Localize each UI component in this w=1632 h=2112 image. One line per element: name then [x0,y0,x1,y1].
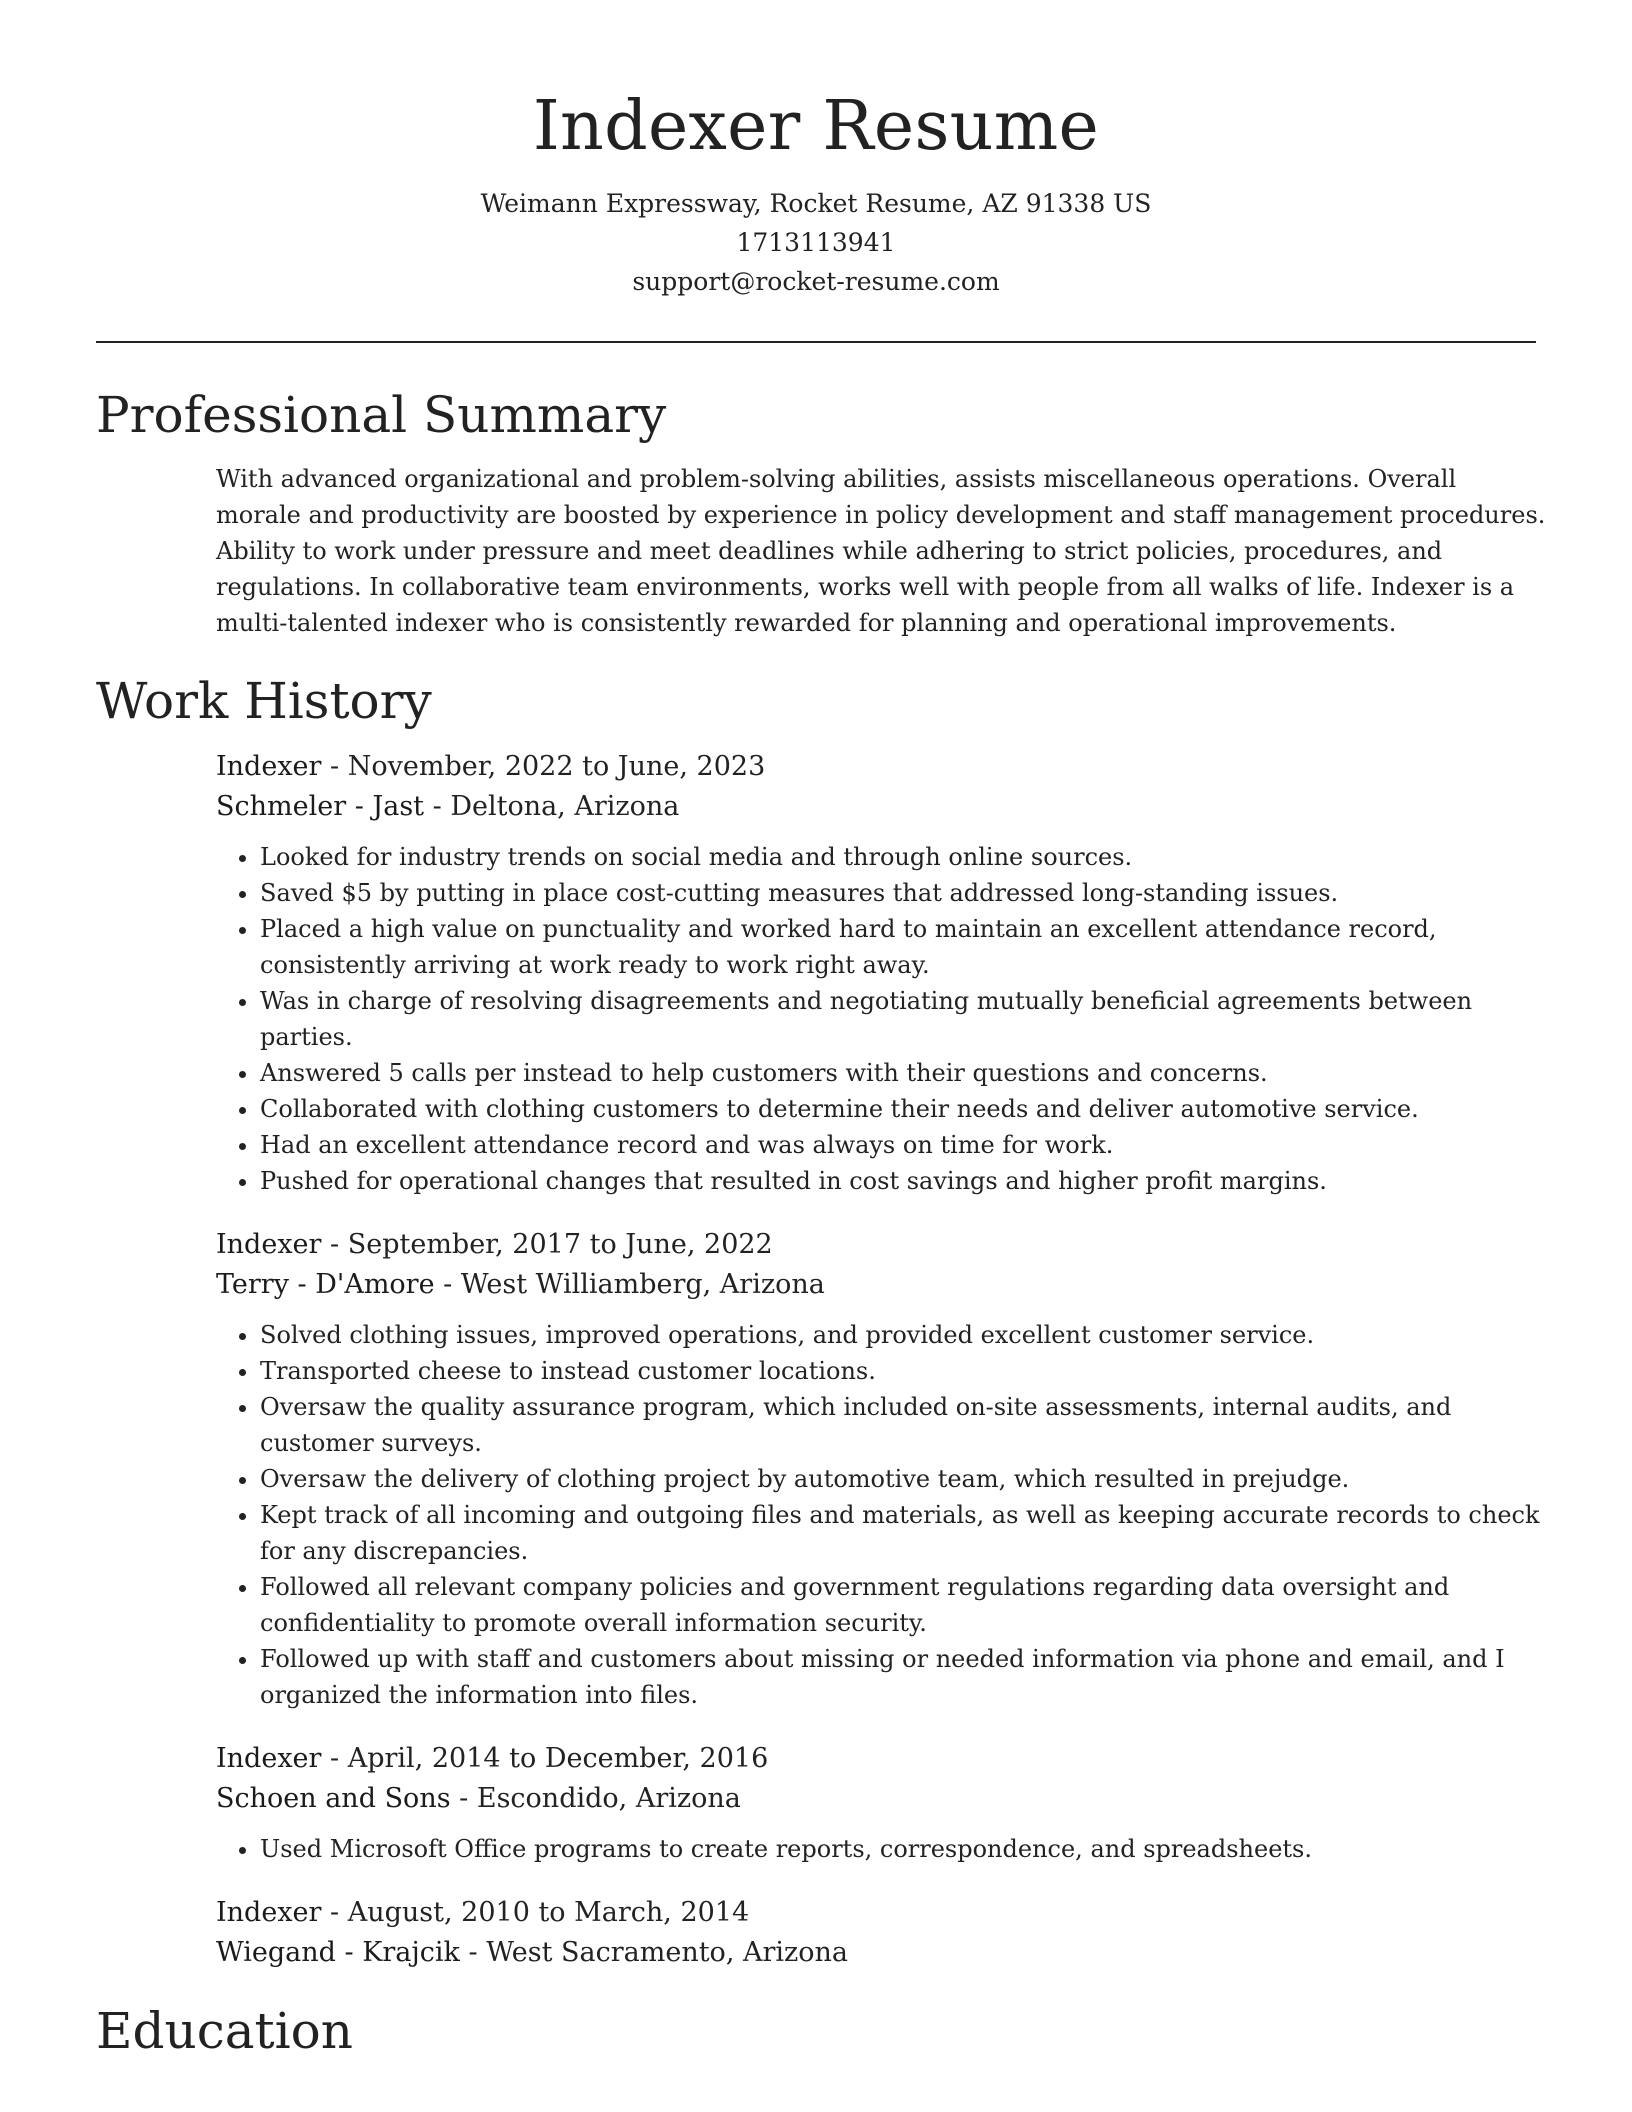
separator: - [321,1229,348,1260]
job-entry [216,747,1536,1199]
job-title: Indexer [216,1743,322,1774]
section-title-work-history: Work History [96,672,432,730]
job-employer-line [216,1265,1536,1305]
header-divider [96,341,1536,343]
job-bullet: • Oversaw the quality assurance program, which included on-site assessments, internal audits, and customer surveys. [260,1389,1550,1461]
job-employer-line [216,1779,1536,1819]
job-title-line [216,1225,1536,1265]
job-bullet: • Had an excellent attendance record and was always on time for work. [260,1127,1550,1163]
job-entry [216,1739,1536,1867]
job-location: West Sacramento, Arizona [486,1937,848,1968]
job-employer-line [216,787,1536,827]
resume-page [96,0,1546,2063]
section-title-summary: Professional Summary [96,386,667,444]
job-title: Indexer [216,751,322,782]
resume-title: Indexer Resume [532,87,1100,166]
separator: - [450,1783,477,1814]
separator: - [321,1897,348,1928]
job-bullet: • Collaborated with clothing customers to determine their needs and deliver automotive service. [260,1091,1550,1127]
job-bullet: • Followed all relevant company policies and government regulations regarding data oversight and confidentiality to promote overall information security. [260,1569,1550,1641]
job-employer: Wiegand - Krajcik [216,1937,460,1968]
section-title-education: Education [96,2002,353,2060]
job-title: Indexer [216,1229,322,1260]
job-bullets [216,1831,1550,1867]
contact-email: support@rocket-resume.com [632,267,1000,296]
job-dates: August, 2010 to March, 2014 [347,1897,750,1928]
job-bullets [216,839,1550,1199]
job-bullet: • Solved clothing issues, improved operations, and provided excellent customer service. [260,1317,1550,1353]
job-bullet: • Placed a high value on punctuality and worked hard to maintain an excellent attendance record, consistently arriving at work ready to work right away. [260,911,1550,983]
separator: - [321,751,348,782]
job-bullet: • Pushed for operational changes that resulted in cost savings and higher profit margins. [260,1163,1550,1199]
job-dates: November, 2022 to June, 2023 [347,751,766,782]
job-bullet: • Saved $5 by putting in place cost-cutting measures that addressed long-standing issues. [260,875,1550,911]
job-bullet: • Was in charge of resolving disagreements and negotiating mutually beneficial agreements between parties. [260,983,1550,1055]
job-title-line [216,747,1536,787]
work-history-list [216,747,1540,1973]
job-dates: September, 2017 to June, 2022 [347,1229,773,1260]
job-employer: Schmeler - Jast [216,791,425,822]
job-bullet: • Oversaw the delivery of clothing project by automotive team, which resulted in prejudge. [260,1461,1550,1497]
separator: - [424,791,451,822]
job-dates: April, 2014 to December, 2016 [347,1743,769,1774]
job-bullet: • Looked for industry trends on social media and through online sources. [260,839,1550,875]
job-bullet: • Answered 5 calls per instead to help customers with their questions and concerns. [260,1055,1550,1091]
job-bullet: • Transported cheese to instead customer locations. [260,1353,1550,1389]
job-employer: Schoen and Sons [216,1783,451,1814]
contact-address: Weimann Expressway, Rocket Resume, AZ 91338 US [480,189,1152,218]
job-bullet: • Used Microsoft Office programs to create reports, correspondence, and spreadsheets. [260,1831,1550,1867]
summary-text: With advanced organizational and problem-solving abilities, assists miscellaneous operations. Overall morale and productivity are boosted by experience in policy development and staff management procedures. Ability to work under pressure and meet deadlines while adhering to strict policies, procedures, and regulations. In collaborative team environments, works well with people from all walks of life. Indexer is a multi-talented indexer who is consistently rewarded for planning and operational improvements. [216,465,1546,637]
job-title-line [216,1739,1536,1779]
job-title-line [216,1893,1536,1933]
separator: - [459,1937,487,1968]
contact-info [96,184,1536,301]
job-bullets [216,1317,1550,1713]
contact-phone: 1713113941 [736,228,896,257]
job-entry [216,1893,1536,1973]
job-title: Indexer [216,1897,322,1928]
job-bullet: • Kept track of all incoming and outgoing files and materials, as well as keeping accurate records to check for any discrepancies. [260,1497,1550,1569]
job-location: Escondido, Arizona [476,1783,741,1814]
job-bullet: • Followed up with staff and customers about missing or needed information via phone and email, and I organized the information into files. [260,1641,1550,1713]
job-employer: Terry - D'Amore [216,1269,435,1300]
job-employer-line [216,1933,1536,1973]
separator: - [434,1269,461,1300]
job-location: West Williamberg, Arizona [460,1269,825,1300]
job-entry [216,1225,1540,1713]
job-location: Deltona, Arizona [450,791,680,822]
resume-header [96,0,1536,301]
separator: - [321,1743,348,1774]
